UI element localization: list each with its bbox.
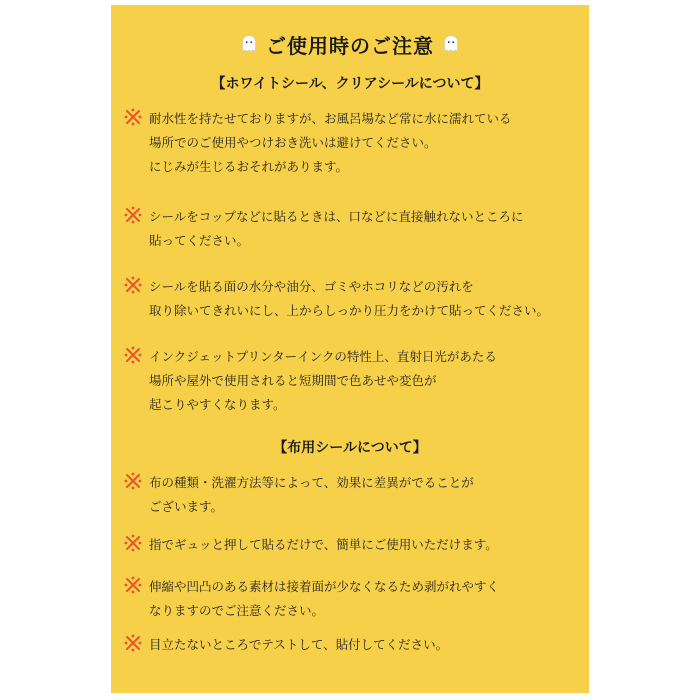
note-item bbox=[123, 471, 593, 519]
note-line: シールをコップなどに貼るときは、口などに直接触れないところに bbox=[149, 209, 524, 224]
note-line: シールを貼る面の水分や油分、ゴミやホコリなどの汚れを bbox=[149, 279, 474, 294]
kome-mark-icon bbox=[123, 533, 143, 553]
note-line: 指でギュッと押して貼るだけで、簡単にご使用いただけます。 bbox=[149, 537, 498, 552]
title-row bbox=[111, 29, 589, 59]
note-line: ございます。 bbox=[149, 499, 224, 514]
note-item bbox=[123, 533, 593, 557]
note-line: 伸縮や凹凸のある素材は接着面が少なくなるため剥がれやすく bbox=[149, 579, 500, 594]
note-line: インクジェットプリンターインクの特性上、直射日光があたる bbox=[149, 349, 497, 364]
kome-mark-icon bbox=[123, 345, 143, 365]
kome-mark-icon bbox=[123, 575, 143, 595]
note-line: 場所でのご使用やつけおき洗いは避けてください。 bbox=[149, 135, 437, 150]
note-item bbox=[123, 205, 593, 253]
note-line: 目立たないところでテストして、貼付してください。 bbox=[149, 637, 449, 652]
section-heading-white-clear: 【ホワイトシール、クリアシールについて】 bbox=[211, 76, 489, 92]
kome-mark-icon bbox=[123, 633, 143, 653]
note-line: なりますのでご注意ください。 bbox=[149, 603, 325, 618]
note-line: 布の種類・洗濯方法等によって、効果に差異がでることが bbox=[149, 475, 474, 490]
note-item bbox=[123, 275, 593, 323]
ghost-icon bbox=[238, 33, 260, 55]
note-line: にじみが生じるおそれがあります。 bbox=[149, 159, 349, 174]
note-item bbox=[123, 107, 593, 179]
kome-mark-icon bbox=[123, 275, 143, 295]
note-line: 貼ってください。 bbox=[149, 233, 250, 248]
note-line: 取り除いてきれいにし、上からしっかり圧力をかけて貼ってください。 bbox=[149, 303, 550, 318]
kome-mark-icon bbox=[123, 471, 143, 491]
note-line: 場所や屋外で使用されると短期間で色あせや変色が bbox=[149, 373, 437, 388]
section-heading-fabric: 【布用シールについて】 bbox=[273, 440, 427, 456]
note-item bbox=[123, 633, 593, 657]
page-title: ご使用時のご注意 bbox=[266, 33, 434, 58]
note-item bbox=[123, 575, 593, 623]
note-line: 起こりやすくなります。 bbox=[149, 397, 286, 412]
kome-mark-icon bbox=[123, 205, 143, 225]
note-item bbox=[123, 345, 593, 417]
note-line: 耐水性を持たせておりますが、お風呂場など常に水に濡れている bbox=[149, 111, 512, 126]
kome-mark-icon bbox=[123, 107, 143, 127]
notice-card bbox=[111, 5, 589, 693]
ghost-icon bbox=[440, 33, 462, 55]
